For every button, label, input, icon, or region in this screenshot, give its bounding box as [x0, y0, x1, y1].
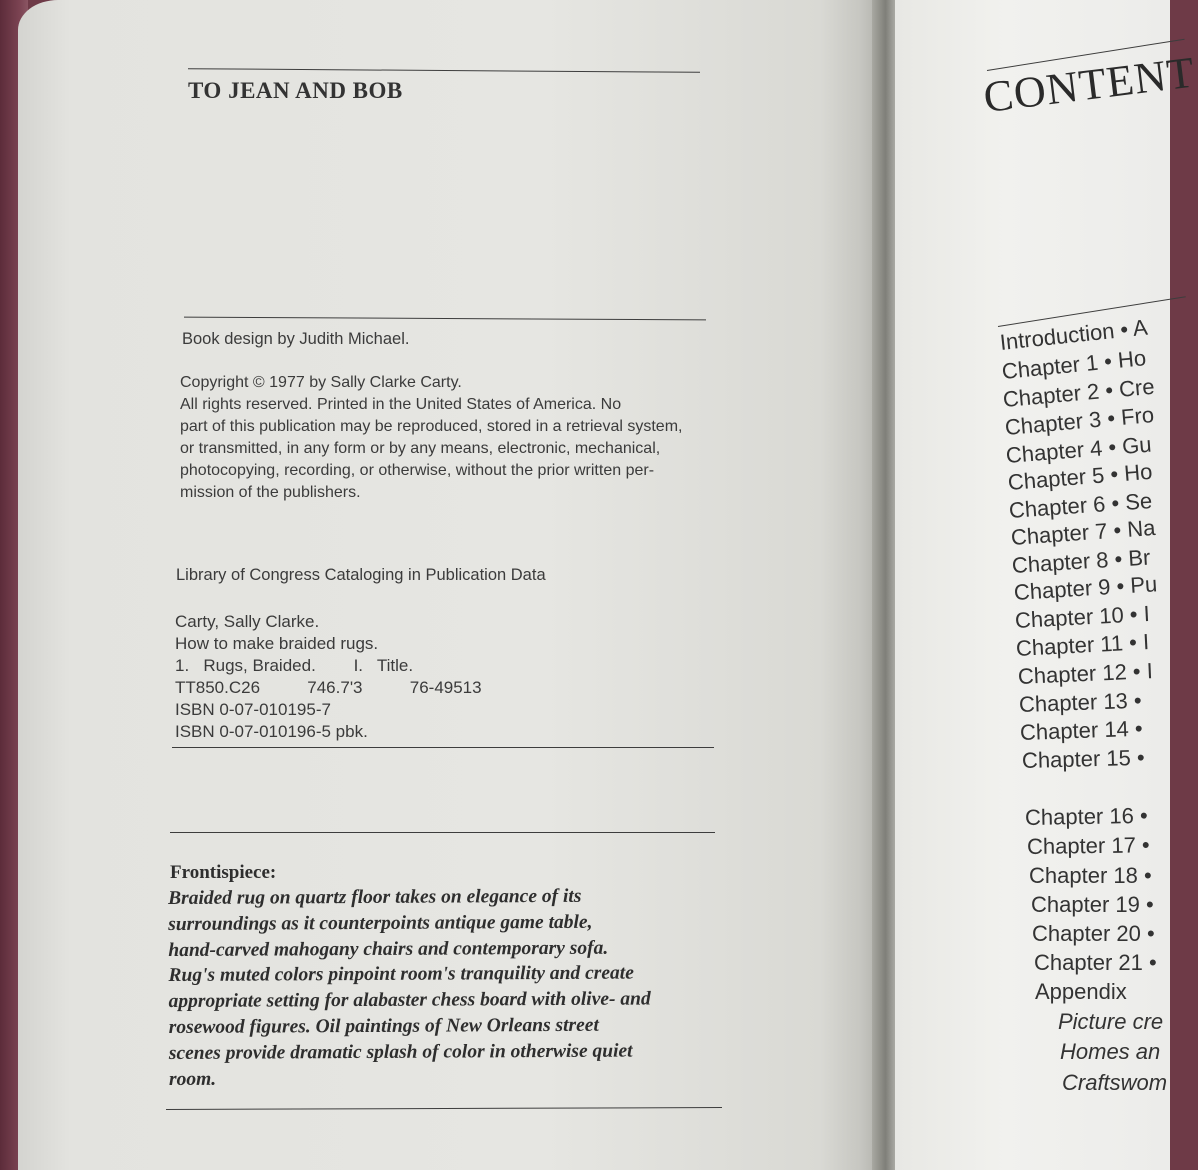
frontispiece-line: scenes provide dramatic splash of color in otherwise quiet — [168, 1040, 633, 1064]
toc-entry: Chapter 11 • I — [1015, 629, 1150, 661]
copyright-line: Copyright © 1977 by Sally Clarke Carty. — [180, 374, 462, 391]
toc-entry: Chapter 17 • — [1026, 832, 1150, 859]
frontispiece-rule-top — [170, 832, 715, 833]
toc-entry: Chapter 6 • Se — [1008, 488, 1153, 523]
cip-rule — [172, 747, 714, 748]
copyright-line: mission of the publishers. — [180, 484, 361, 501]
toc-entry: Chapter 20 • — [1032, 921, 1155, 946]
dedication-rule — [188, 68, 700, 73]
toc-entry: Chapter 13 • — [1018, 687, 1143, 717]
book-design-credit: Book design by Judith Michael. — [182, 330, 410, 348]
cip-line: TT850.C26 746.7'3 76-49513 — [175, 678, 482, 697]
toc-entry: Chapter 12 • I — [1017, 658, 1154, 689]
toc-entry: Chapter 9 • Pu — [1013, 571, 1158, 605]
toc-entry: Homes an — [1060, 1039, 1161, 1064]
right-page — [895, 0, 1198, 1170]
toc-entry: Chapter 7 • Na — [1010, 514, 1157, 550]
frontispiece-line: Braided rug on quartz floor takes on elegance of its — [168, 885, 582, 909]
copyright-block — [180, 372, 682, 504]
toc-entry: Chapter 16 • — [1024, 802, 1148, 830]
credits-rule — [184, 317, 706, 321]
toc-entry: Chapter 10 • I — [1014, 600, 1151, 633]
cip-line: 1. Rugs, Braided. I. Title. — [175, 656, 414, 675]
frontispiece-line: surroundings as it counterpoints antique game table, — [168, 911, 593, 935]
toc-entry: Chapter 18 • — [1029, 863, 1152, 888]
copyright-line: All rights reserved. Printed in the United States of America. No — [180, 396, 622, 413]
cip-line: ISBN 0-07-010196-5 pbk. — [175, 722, 368, 741]
toc-entry: Chapter 5 • Ho — [1006, 458, 1154, 495]
frontispiece-title: Frontispiece: — [170, 862, 277, 883]
copyright-line: or transmitted, in any form or by any means, electronic, mechanical, — [180, 440, 661, 457]
frontispiece-line: appropriate setting for alabaster chess board with olive- and — [168, 988, 651, 1013]
dedication: TO JEAN AND BOB — [188, 78, 403, 103]
toc-entry: Picture cre — [1058, 1009, 1164, 1034]
frontispiece-caption — [168, 883, 651, 1092]
toc-entry: Chapter 15 • — [1021, 744, 1145, 773]
toc-entry: Chapter 2 • Cre — [1001, 373, 1156, 412]
frontispiece-line: room. — [168, 1068, 217, 1090]
toc-entry: Introduction • A — [998, 314, 1149, 355]
toc-entry: Chapter 1 • Ho — [1000, 345, 1148, 384]
cip-line: Carty, Sally Clarke. — [175, 612, 320, 631]
cip-block — [175, 611, 482, 743]
copyright-line: photocopying, recording, or otherwise, without the prior written per- — [180, 462, 655, 479]
contents-heading: CONTENT — [980, 47, 1198, 123]
frontispiece-line: hand-carved mahogany chairs and contemporary sofa. — [168, 937, 609, 961]
frontispiece-line: Rug's muted colors pinpoint room's tranquility and create — [168, 962, 634, 987]
toc-entry: Chapter 19 • — [1031, 892, 1154, 917]
toc-entry: Chapter 14 • — [1019, 715, 1144, 745]
toc-entry: Chapter 21 • — [1034, 950, 1157, 975]
toc-entry: Chapter 8 • Br — [1011, 544, 1152, 578]
cip-line: ISBN 0-07-010195-7 — [175, 700, 331, 719]
toc-entry: Appendix — [1035, 979, 1127, 1004]
toc-entry: Craftswom — [1062, 1070, 1168, 1095]
frontispiece-line: rosewood figures. Oil paintings of New Orleans street — [168, 1014, 599, 1038]
copyright-line: part of this publication may be reproduced, stored in a retrieval system, — [180, 418, 683, 435]
cip-line: How to make braided rugs. — [175, 634, 379, 653]
toc-entry: Chapter 4 • Gu — [1004, 431, 1153, 468]
cip-heading: Library of Congress Cataloging in Publication Data — [176, 566, 546, 584]
frontispiece-rule-bottom — [166, 1107, 722, 1110]
left-page — [18, 0, 890, 1170]
toc-entry: Chapter 3 • Fro — [1003, 402, 1156, 440]
